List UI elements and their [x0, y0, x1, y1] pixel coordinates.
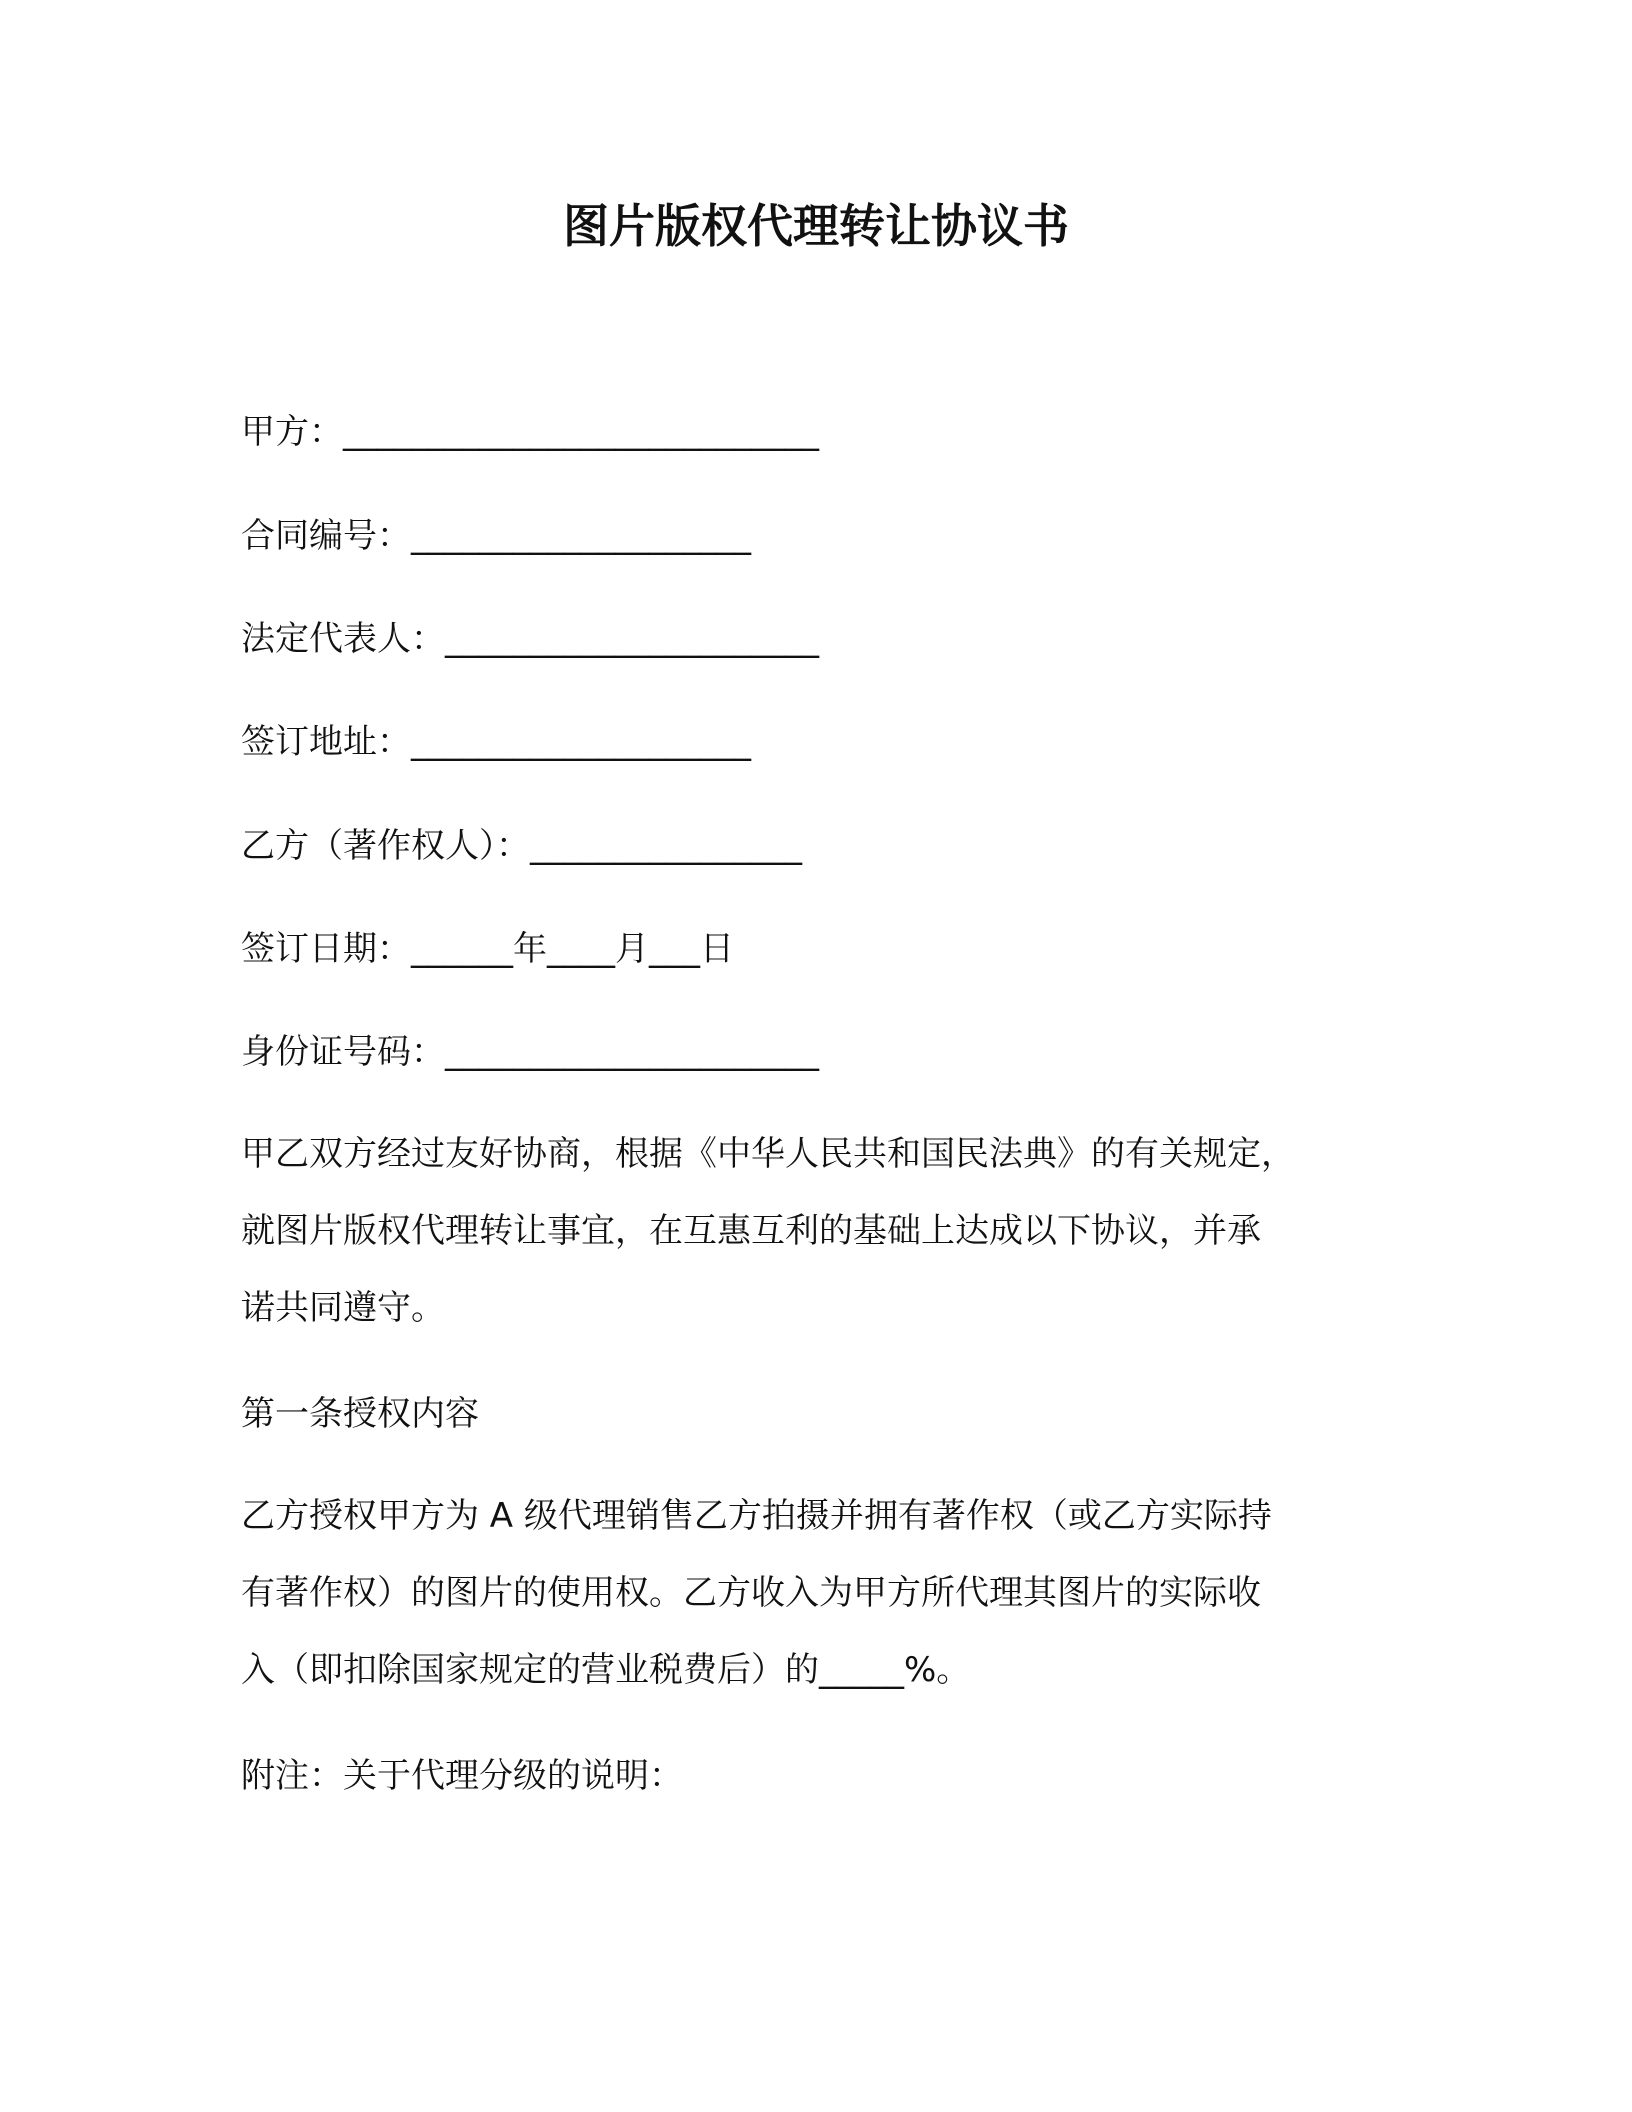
article-1-heading: 第一条授权内容	[241, 1394, 479, 1434]
intro-paragraph	[241, 1130, 1391, 1361]
intro-line: 就图片版权代理转让事宜，在互惠互利的基础上达成以下协议，并承	[241, 1211, 1261, 1251]
signing-date-field: 签订日期：______年____月___日	[241, 929, 734, 969]
contract-number-field: 合同编号：____________________	[241, 516, 751, 556]
agency-grade-note: 附注：关于代理分级的说明：	[241, 1756, 683, 1796]
article-1-line: 有著作权）的图片的使用权。乙方收入为甲方所代理其图片的实际收	[241, 1573, 1261, 1613]
party-a-field: 甲方：____________________________	[241, 412, 819, 452]
document-title: 图片版权代理转让协议书	[563, 199, 1069, 253]
article-1-line: 入（即扣除国家规定的营业税费后）的_____%。	[241, 1650, 971, 1690]
signing-address-field: 签订地址：____________________	[241, 722, 751, 762]
intro-line: 甲乙双方经过友好协商，根据《中华人民共和国民法典》的有关规定，	[241, 1134, 1295, 1174]
party-b-field: 乙方（著作权人）：________________	[241, 826, 802, 866]
id-number-field: 身份证号码：______________________	[241, 1032, 819, 1072]
intro-line: 诺共同遵守。	[241, 1288, 445, 1328]
legal-representative-field: 法定代表人：______________________	[241, 619, 819, 659]
article-1-paragraph	[241, 1492, 1391, 1723]
article-1-line: 乙方授权甲方为 A 级代理销售乙方拍摄并拥有著作权（或乙方实际持	[241, 1496, 1272, 1536]
